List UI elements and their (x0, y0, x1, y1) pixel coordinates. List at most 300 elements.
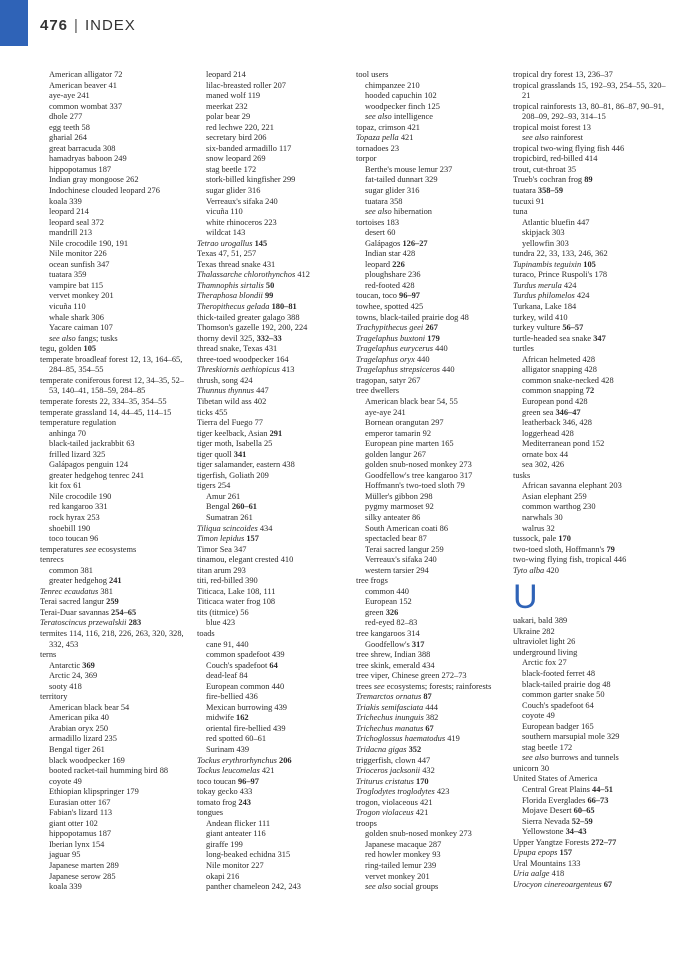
entry-text: thrush, song 424 (197, 375, 253, 385)
index-subentry (40, 502, 190, 513)
index-entry (197, 239, 349, 250)
see-also-label: see also (365, 112, 392, 122)
index-subentry (40, 133, 190, 144)
index-entry (356, 734, 508, 745)
entry-text: leopard (365, 259, 393, 269)
entry-text: temperature regulation (40, 418, 117, 428)
entry-text: European badger 165 (522, 721, 594, 731)
entry-text: Nile monitor 226 (49, 249, 107, 259)
index-entry (197, 481, 349, 492)
entry-text: tegu, golden (40, 344, 84, 354)
index-subentry (197, 91, 349, 102)
index-subentry (356, 91, 508, 102)
scientific-name: Tragelaphus eurycerus (356, 344, 433, 354)
index-subentry (513, 492, 673, 503)
index-subentry (356, 534, 508, 545)
index-entry (356, 724, 508, 735)
index-entry (197, 787, 349, 798)
scientific-name: Teratoscincus przewalskii (40, 618, 127, 628)
index-subentry (513, 701, 673, 712)
index-entry (356, 777, 508, 788)
entry-text: American beaver 41 (49, 80, 117, 90)
entry-text: Florida Everglades (522, 795, 588, 805)
index-entry (356, 713, 508, 724)
entry-text: temperate coniferous forest 12, 34–35, 52–53, 140–41, 158–59, 284–85 (40, 375, 184, 396)
entry-text: common 440 (365, 586, 409, 596)
entry-text: common snapping (522, 386, 586, 396)
entry-text: Terai sacred langur 259 (365, 544, 444, 554)
entry-text: emperor tamarin 92 (365, 428, 432, 438)
main-page-reference: 170 (413, 776, 429, 786)
index-subentry (40, 524, 190, 535)
main-page-reference: 50 (263, 280, 275, 290)
main-page-reference: 243 (238, 797, 251, 807)
scientific-name: Threskiornis aethiopicus (197, 365, 280, 375)
main-page-reference: 56–57 (562, 323, 584, 333)
index-subentry (513, 429, 673, 440)
index-subentry (356, 112, 508, 123)
index-entry (197, 429, 349, 440)
main-page-reference: 60–65 (573, 806, 595, 816)
index-entry (513, 344, 673, 355)
index-entry (40, 376, 190, 397)
entry-text: European common 440 (206, 681, 285, 691)
entry-text: long-beaked echidna 315 (206, 850, 291, 860)
entry-text: 421 (259, 766, 275, 776)
entry-text: tinamou, elegant crested 410 (197, 555, 294, 565)
see-also-label: see also (365, 207, 392, 217)
header-separator: | (74, 17, 79, 34)
scientific-name: Thamnophis sirtalis (197, 280, 264, 290)
index-entry (356, 808, 508, 819)
index-entry (197, 397, 349, 408)
entry-text: green sea (522, 407, 556, 417)
scientific-name: Tenrec ecaudatus (40, 586, 99, 596)
entry-text: dhole 277 (49, 112, 83, 122)
entry-text: Turkana, Lake 184 (513, 302, 577, 312)
main-page-reference: 272–77 (591, 837, 617, 847)
index-subentry (513, 711, 673, 722)
entry-text: spectacled bear 87 (365, 534, 427, 544)
index-entry (197, 408, 349, 419)
see-label: see (85, 544, 97, 554)
index-subentry (356, 281, 508, 292)
index-entry (513, 175, 673, 186)
index-entry (197, 418, 349, 429)
index-subentry (197, 144, 349, 155)
entry-text: Fabian's lizard 113 (49, 808, 113, 818)
scientific-name: Triakis semifasciata (356, 702, 424, 712)
entry-text: southern marsupial mole 329 (522, 732, 620, 742)
entry-text: tree dwellers (356, 386, 400, 396)
index-entry (513, 302, 673, 313)
entry-text: tropicbird, red-billed 414 (513, 154, 598, 164)
index-subentry (197, 713, 349, 724)
entry-text: toads (197, 628, 215, 638)
entry-text: 419 (445, 734, 460, 744)
entry-text: rainforest (548, 133, 583, 143)
index-subentry (40, 102, 190, 113)
entry-text: red lechwe 220, 221 (206, 122, 274, 132)
entry-text: meerkat 232 (206, 101, 248, 111)
entry-text: toucan, toco (356, 291, 400, 301)
main-page-reference: 170 (558, 534, 571, 544)
entry-text: American pika 40 (49, 713, 109, 723)
entry-text: tuatara 358 (365, 196, 403, 206)
index-subentry (40, 165, 190, 176)
entry-text: towns, black-tailed prairie dog 48 (356, 312, 469, 322)
see-also-label: see also (522, 753, 549, 763)
entry-text: titi, red-billed 390 (197, 576, 258, 586)
index-entry (356, 144, 508, 155)
entry-text: tree shrew, Indian 388 (356, 650, 431, 660)
entry-text: Central Great Plains (522, 785, 593, 794)
entry-text: golden snub-nosed monkey 273 (365, 829, 472, 839)
entry-text: sea 302, 426 (522, 460, 565, 470)
entry-text: Japanese macaque 287 (365, 839, 442, 849)
entry-text: Surinam 439 (206, 745, 250, 754)
main-page-reference: 44–51 (592, 785, 613, 794)
index-entry (197, 334, 349, 345)
entry-text: 447 (254, 386, 269, 396)
index-subentry (197, 228, 349, 239)
index-subentry (356, 545, 508, 556)
entry-text: koala 339 (49, 882, 82, 892)
entry-text: Terai-Duar savannas (40, 607, 112, 617)
entry-text: western tarsier 294 (365, 565, 429, 575)
index-entry (513, 334, 673, 345)
entry-text: tussock, pale (513, 534, 559, 544)
index-subentry (513, 690, 673, 701)
index-subentry (356, 260, 508, 271)
see-also-label: see also (49, 333, 76, 343)
entry-text: 434 (257, 523, 273, 533)
scientific-name: Thalassarche chlorothynchos (197, 270, 296, 280)
entry-text: Arabian oryx 250 (49, 723, 109, 733)
entry-text: Arctic 24, 369 (49, 671, 98, 681)
scientific-name: Theraphosa blondii (197, 291, 263, 301)
entry-text: social groups (391, 882, 439, 892)
entry-text: Titicaca water frog 108 (197, 597, 276, 607)
entry-text: tropical moist forest 13 (513, 122, 591, 132)
index-subentry (197, 829, 349, 840)
index-subentry (40, 724, 190, 735)
entry-text: Terai sacred langur (40, 597, 107, 607)
index-entry (40, 344, 190, 355)
index-entry (513, 123, 673, 134)
index-subentry (513, 743, 673, 754)
index-subentry (356, 270, 508, 281)
entry-text: vicuña 110 (49, 302, 86, 312)
entry-text: frilled lizard 325 (49, 449, 106, 459)
entry-text: red spotted 60–61 (206, 734, 267, 744)
main-page-reference: 67 (423, 723, 434, 733)
see-label: see (373, 681, 385, 691)
entry-text: ticks 455 (197, 407, 228, 417)
index-entry (40, 408, 190, 419)
index-subentry (40, 228, 190, 239)
index-subentry (513, 680, 673, 691)
index-entry (356, 323, 508, 334)
entry-text: tits (titmice) 56 (197, 607, 249, 617)
index-entry (40, 629, 190, 650)
entry-text: red howler monkey 93 (365, 850, 441, 860)
entry-text: European 152 (365, 597, 412, 607)
index-subentry (197, 502, 349, 513)
entry-text: Asian elephant 259 (522, 491, 587, 501)
entry-text: Thomson's gazelle 192, 200, 224 (197, 323, 308, 333)
main-page-reference: 157 (244, 534, 259, 544)
index-entry (40, 608, 190, 619)
entry-text: underground living (513, 647, 578, 657)
index-subentry (197, 850, 349, 861)
scientific-name: Trioceros jacksonii (356, 766, 421, 776)
scientific-name: Trichechus manatus (356, 723, 424, 733)
index-entry (197, 597, 349, 608)
index-subentry (40, 91, 190, 102)
index-entry (356, 355, 508, 366)
entry-text: tuatara 359 (49, 270, 87, 280)
entry-text: black-tailed prairie dog 48 (522, 679, 611, 689)
index-entry (356, 291, 508, 302)
entry-text: topaz, crimson 421 (356, 122, 420, 132)
index-subentry (40, 703, 190, 714)
entry-text: Verreaux's sifaka 240 (365, 555, 437, 565)
scientific-name: Topaza pella (356, 133, 399, 143)
entry-text: Tibetan wild ass 402 (197, 396, 267, 406)
entry-text: Atlantic bluefin 447 (522, 217, 590, 227)
index-subentry (513, 355, 673, 366)
index-subentry (197, 70, 349, 81)
index-subentry (356, 840, 508, 851)
index-subentry (356, 207, 508, 218)
scientific-name: Timon lepidus (197, 534, 245, 544)
index-entry (513, 764, 673, 775)
entry-text: two-wing flying fish, tropical 446 (513, 555, 627, 565)
page-header (40, 17, 136, 34)
index-entry (197, 566, 349, 577)
entry-text: tigerfish, Goliath 209 (197, 470, 269, 480)
index-entry (197, 545, 349, 556)
main-page-reference: 326 (385, 607, 399, 617)
index-subentry (513, 817, 673, 828)
entry-text: South American coati 86 (365, 523, 449, 533)
entry-text: torpor (356, 154, 377, 164)
entry-text: tropical rainforests 13, 80–81, 86–87, 90–91, 208–09, 292–93, 314–15 (513, 101, 664, 122)
entry-text: snow leopard 269 (206, 154, 266, 164)
index-entry (40, 650, 190, 661)
entry-text: tigers 254 (197, 481, 231, 491)
entry-text: giant anteater 116 (206, 829, 266, 839)
index-entry (356, 123, 508, 134)
entry-text: tuna (513, 207, 528, 217)
entry-text: 423 (434, 787, 450, 797)
index-subentry (356, 439, 508, 450)
entry-text: black-tailed jackrabbit 63 (49, 439, 135, 449)
index-subentry (197, 618, 349, 629)
index-entry (197, 471, 349, 482)
entry-text: territory (40, 692, 68, 702)
index-subentry (40, 745, 190, 756)
entry-text: Ethiopian klipspringer 179 (49, 787, 139, 797)
entry-text: 440 (414, 354, 430, 364)
entry-text: stag beetle 172 (206, 164, 257, 174)
entry-text: fat-tailed dunnart 329 (365, 175, 438, 185)
index-subentry (356, 429, 508, 440)
entry-text: stag beetle 172 (522, 742, 573, 752)
entry-text: 444 (423, 702, 438, 712)
entry-text: European pond 428 (522, 396, 588, 406)
index-entry (356, 692, 508, 703)
main-page-reference: 99 (262, 291, 274, 301)
entry-text: red-footed 428 (365, 280, 415, 290)
index-entry (356, 154, 508, 165)
entry-text: triggerfish, clown 447 (356, 755, 431, 765)
index-subentry (197, 671, 349, 682)
entry-text: 424 (574, 291, 590, 301)
index-subentry (356, 175, 508, 186)
scientific-name: Thunnus thynnus (197, 386, 255, 396)
see-also-label: see also (522, 133, 549, 143)
entry-text: pygmy marmoset 92 (365, 502, 434, 512)
index-subentry (356, 861, 508, 872)
index-subentry (356, 608, 508, 619)
main-page-reference: 332–33 (256, 333, 282, 343)
entry-text: Galápagos (365, 238, 403, 248)
index-entry (513, 859, 673, 870)
main-page-reference: 126–27 (402, 238, 428, 248)
entry-text: coyote 49 (522, 711, 555, 721)
scientific-name: Turdus merula (513, 280, 562, 290)
entry-text: uakari, bald 389 (513, 616, 568, 626)
entry-text: common 381 (49, 565, 93, 575)
index-subentry (40, 260, 190, 271)
entry-text: Indochinese clouded leopard 276 (49, 186, 160, 196)
index-subentry (40, 840, 190, 851)
entry-text: 418 (549, 869, 565, 879)
entry-text: temperate broadleaf forest 12, 13, 164–65, 284–85, 354–55 (40, 354, 183, 375)
index-subentry (513, 513, 673, 524)
entry-text: sooty 418 (49, 681, 82, 691)
entry-text: 421 (398, 133, 414, 143)
entry-text: tokay gecko 433 (197, 787, 253, 797)
index-entry (356, 386, 508, 397)
index-column-3 (356, 70, 508, 893)
scientific-name: Tragelaphus strepsiceros (356, 365, 440, 375)
main-page-reference: 105 (581, 259, 596, 269)
index-subentry (40, 798, 190, 809)
index-subentry (513, 753, 673, 764)
index-entry (356, 629, 508, 640)
index-entry (197, 808, 349, 819)
main-page-reference: 341 (233, 449, 247, 459)
index-entry (197, 766, 349, 777)
index-subentry (513, 502, 673, 513)
index-subentry (40, 197, 190, 208)
entry-text: tongues (197, 808, 224, 818)
index-entry (356, 787, 508, 798)
entry-text: aye-aye 241 (49, 91, 90, 101)
index-subentry (197, 640, 349, 651)
index-entry (513, 165, 673, 176)
entry-text: black-footed ferret 48 (522, 668, 596, 678)
main-page-reference: 291 (269, 428, 283, 438)
scientific-name: Urocyon cinereoargenteus (513, 879, 602, 889)
entry-text: giant otter 102 (49, 818, 98, 828)
index-subentry (197, 734, 349, 745)
index-entry (513, 848, 673, 859)
section-title: INDEX (84, 17, 136, 34)
entry-text: temperate forests 22, 334–35, 354–55 (40, 396, 167, 406)
index-subentry (513, 450, 673, 461)
index-entry (513, 281, 673, 292)
index-subentry (40, 671, 190, 682)
index-entry (513, 637, 673, 648)
index-subentry (40, 291, 190, 302)
scientific-name: Trachypithecus geei (356, 323, 424, 333)
index-entry (513, 249, 673, 260)
scientific-name: Troglodytes troglodytes (356, 787, 435, 797)
main-page-reference: 89 (584, 175, 593, 185)
entry-text: lilac-breasted roller 207 (206, 80, 286, 90)
index-entry (356, 133, 508, 144)
index-entry (513, 555, 673, 566)
index-entry (513, 154, 673, 165)
entry-text: Japanese serow 285 (49, 871, 116, 881)
entry-text: 432 (420, 766, 435, 776)
entry-text: Trueb's cochran frog (513, 175, 585, 185)
index-subentry (40, 175, 190, 186)
index-subentry (356, 566, 508, 577)
index-subentry (356, 418, 508, 429)
index-subentry (40, 777, 190, 788)
entry-text: titan arum 293 (197, 565, 246, 575)
entry-text: leatherback 346, 428 (522, 418, 592, 428)
index-subentry (197, 840, 349, 851)
index-subentry (356, 882, 508, 893)
scientific-name: Tragelaphus buxtoni (356, 333, 426, 343)
index-subentry (40, 829, 190, 840)
entry-text: tornadoes 23 (356, 143, 400, 153)
entry-text: temperate grassland 14, 44–45, 114–15 (40, 407, 172, 417)
index-subentry (356, 597, 508, 608)
scientific-name: Tiliqua scincoides (197, 523, 258, 533)
entry-text: toco toucan 96 (49, 534, 99, 544)
entry-text: thick-tailed greater galago 388 (197, 312, 300, 322)
entry-text: American black bear 54 (49, 702, 130, 712)
index-subentry (197, 682, 349, 693)
entry-text: common warthog 230 (522, 502, 596, 512)
entry-text: 413 (279, 365, 295, 375)
entry-text: great barracuda 308 (49, 143, 116, 153)
index-entry (40, 545, 190, 556)
entry-text: tool users (356, 70, 389, 79)
index-subentry (197, 724, 349, 735)
entry-text: black woodpecker 169 (49, 755, 125, 765)
entry-text: tundra 22, 33, 133, 246, 362 (513, 249, 608, 259)
entry-text: red kangaroo 331 (49, 502, 108, 512)
see-also-label: see also (365, 882, 392, 892)
entry-text: six-banded armadillo 117 (206, 143, 292, 153)
index-subentry (40, 112, 190, 123)
entry-text: chimpanzee 210 (365, 80, 420, 90)
entry-text: leopard 214 (206, 70, 246, 79)
index-entry (513, 616, 673, 627)
entry-text: coyote 49 (49, 776, 82, 786)
entry-text: giraffe 199 (206, 839, 243, 849)
index-subentry (513, 376, 673, 387)
entry-text: vampire bat 115 (49, 280, 104, 290)
